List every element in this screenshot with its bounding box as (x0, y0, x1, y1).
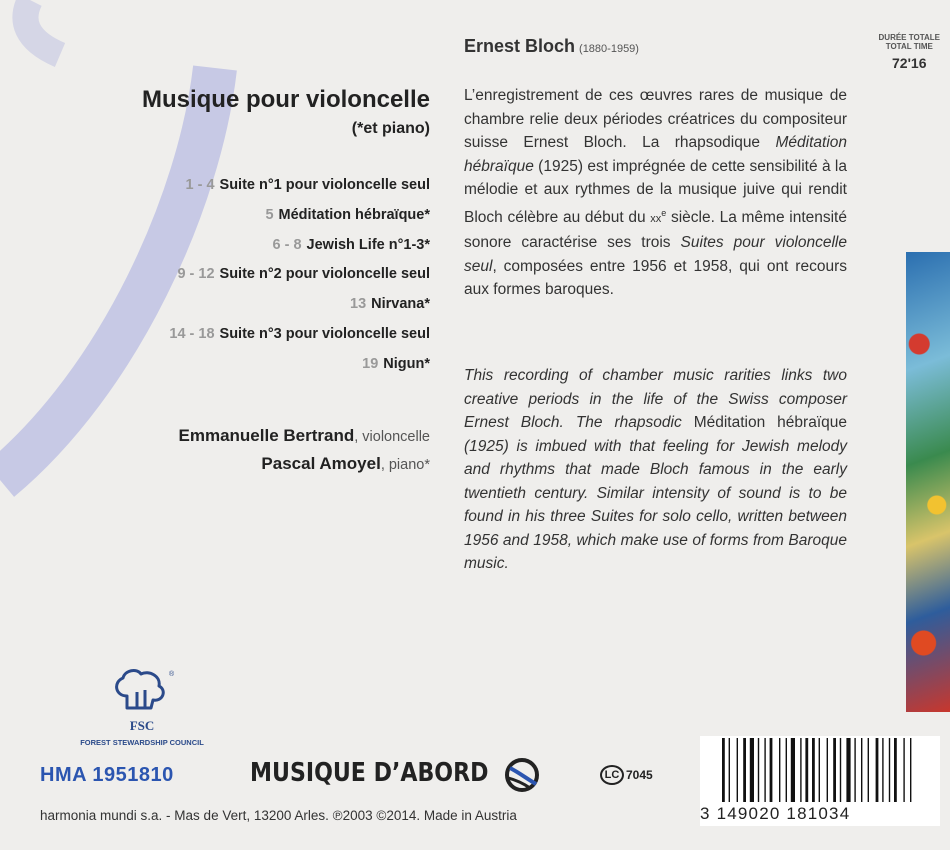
performer-role: , piano* (380, 457, 430, 473)
duration-label-fr: DURÉE TOTALE (878, 33, 940, 42)
track-number: 5 (265, 206, 274, 223)
track-item (169, 354, 430, 384)
brand-disc-icon (500, 758, 544, 792)
composer-name: Ernest Bloch (464, 36, 576, 56)
text-fr-part: L’enregistrement de ces œuvres rares de musique de chambre relie deux périodes créatrices du compositeur suisse Ernest Bloch. La rhapsodique (464, 87, 847, 151)
track-item (169, 235, 430, 265)
track-list (169, 175, 430, 384)
performer-name: Emmanuelle Bertrand (178, 426, 355, 445)
track-number: 9 - 12 (177, 266, 215, 283)
cover-painting-strip (906, 252, 950, 712)
track-title: Nigun* (383, 355, 430, 372)
catalog-number: HMA 1951810 (40, 764, 174, 786)
track-title: Méditation hébraïque* (278, 206, 430, 223)
text-fr-century: xx (650, 212, 662, 225)
track-number: 14 - 18 (169, 325, 215, 342)
track-number: 13 (350, 296, 367, 313)
text-en-part: (1925) is imbued with that feeling for Jewish melody and rhythms that made Bloch famous in the early twentieth century. Similar intensity of sound is to be found in his three (464, 437, 847, 525)
track-title: Jewish Life n°1-3* (306, 236, 430, 253)
publisher-footer: harmonia mundi s.a. - Mas de Vert, 13200 Arles. ℗2003 ©2014. Made in Austria (40, 808, 517, 823)
track-item (169, 294, 430, 324)
performer-role: , violoncelle (354, 429, 430, 445)
fsc-subtitle: FOREST STEWARDSHIP COUNCIL (80, 738, 204, 747)
total-duration (879, 34, 940, 71)
fsc-logo (62, 668, 222, 747)
track-item (169, 264, 430, 294)
title-main: Musique pour violoncelle (141, 86, 430, 113)
track-number: 1 - 4 (185, 177, 215, 193)
track-title: Suite n°1 pour violoncelle seul (219, 177, 430, 193)
text-en-part: Suites for solo cello (590, 508, 728, 525)
performer-name: Pascal Amoyel (261, 454, 381, 473)
track-item (169, 324, 430, 354)
lc-circle-icon: LC (600, 765, 624, 785)
title-sub: (*et piano) (351, 120, 430, 137)
fsc-tree-icon (107, 668, 177, 716)
duration-label-en: TOTAL TIME (885, 41, 933, 51)
track-number: 6 - 8 (272, 236, 302, 253)
lc-code: 7045 (626, 768, 653, 782)
text-fr-part: , composées entre 1956 et 1958, qui ont recours aux formes baroques. (464, 257, 847, 299)
brand-logo-text: MUSIQUE D’ABORD (250, 758, 489, 788)
performer-list (179, 426, 431, 482)
fsc-reg-mark: ® (169, 671, 175, 678)
text-fr-italic: Suites pour violoncelle seul (464, 234, 847, 275)
text-en-upright: Méditation hébraïque (693, 414, 847, 431)
composer-dates: (1880-1959) (579, 43, 639, 55)
text-fr-italic: Méditation hébraïque (464, 134, 847, 175)
track-number: 19 (362, 355, 379, 372)
text-fr-sup: e (661, 207, 667, 218)
album-title (142, 86, 430, 138)
track-item (169, 205, 430, 235)
performer (179, 426, 431, 454)
track-item (169, 175, 430, 205)
text-fr-part: siècle. La même intensité sonore caractérise ses trois (464, 208, 847, 252)
track-title: Suite n°2 pour violoncelle seul (219, 266, 430, 283)
text-fr-part: (1925) est imprégnée de cette sensibilité à la mélodie et aux rythmes de la musique juive qui rendit Bloch célèbre au début du (464, 157, 847, 226)
fsc-label: FSC (129, 718, 155, 733)
text-en-part: This recording of chamber music rarities links two creative periods in the life of the Swiss composer Ernest Bloch. The rhapsodic (464, 367, 847, 431)
description-french (464, 84, 847, 302)
track-title: Suite n°3 pour violoncelle seul (219, 325, 430, 342)
track-title: Nirvana* (371, 296, 430, 313)
barcode-bars (700, 736, 940, 806)
duration-time: 72'16 (892, 54, 927, 71)
barcode (700, 736, 940, 826)
label-code (600, 765, 653, 785)
composer-heading (464, 36, 639, 57)
barcode-digits: 3 149020 181034 (700, 804, 851, 823)
performer (179, 454, 431, 482)
text-en-part: , written between 1956 and 1958, which make use of forms from Baroque music. (464, 508, 847, 572)
description-english (464, 364, 847, 576)
